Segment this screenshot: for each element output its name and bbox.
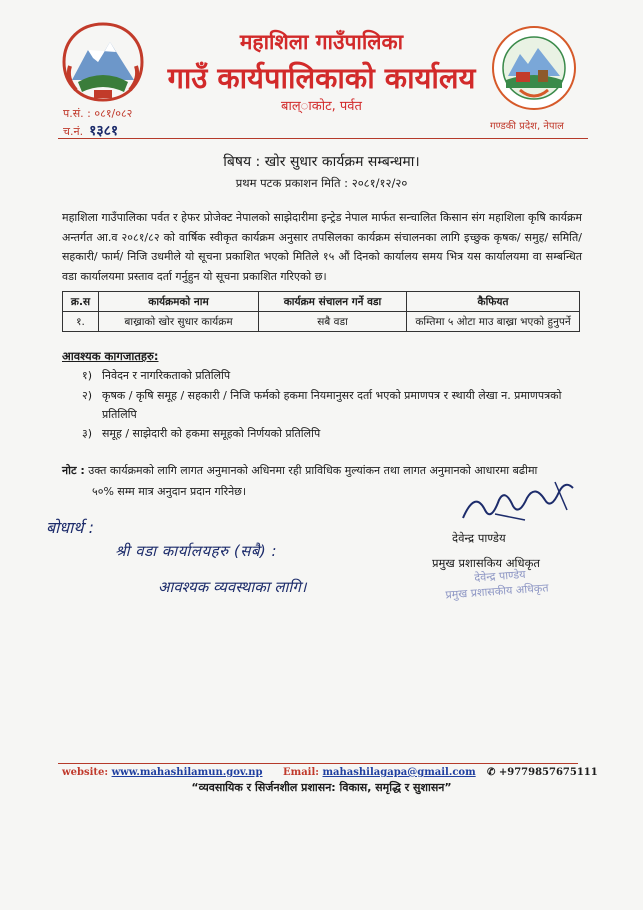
cell-ward: सबै वडा xyxy=(259,312,407,332)
list-item xyxy=(82,366,230,385)
signer-title: प्रमुख प्रशासकिय अधिकृत xyxy=(432,556,540,570)
cell-remarks: कम्तिमा ५ ओटा माउ बाख्रा भएको हुनुपर्ने xyxy=(407,312,580,332)
email-label: Email: xyxy=(283,767,319,778)
province-label: गण्डकी प्रदेश, नेपाल xyxy=(490,121,564,132)
list-item-text: समूह / साझेदारी को हकमा समूहको निर्णयको प्रतिलिपि xyxy=(102,427,321,440)
list-item xyxy=(82,386,582,424)
signer-name: देवेन्द्र पाण्डेय xyxy=(452,531,506,545)
notice-subject: बिषय : खोर सुधार कार्यक्रम सम्बन्धमा। xyxy=(223,154,420,170)
note-label: नोट : xyxy=(62,464,85,477)
office-location: बाल्ाकोट, पर्वत xyxy=(281,99,362,114)
bodharth-label: बोधार्थ : xyxy=(46,518,94,537)
list-item-text: निवेदन र नागरिकताको प्रतिलिपि xyxy=(102,369,231,382)
signature-icon xyxy=(455,470,585,530)
program-table xyxy=(62,291,580,332)
list-item-number: २) xyxy=(82,389,93,402)
col-header-ward: कार्यक्रम संचालन गर्ने वडा xyxy=(259,292,407,312)
col-header-remarks: कैफियत xyxy=(407,292,580,312)
municipality-name: महाशिला गाउँपालिका xyxy=(239,30,404,54)
official-stamp xyxy=(444,564,576,609)
note-text-2: ५०% सम्म मात्र अनुदान प्रदान गरिनेछ। xyxy=(92,485,247,498)
website-info xyxy=(62,767,262,778)
office-name: गाउँ कार्यपालिकाको कार्यालय xyxy=(167,61,476,95)
cell-program: बाख्राको खोर सुधार कार्यक्रम xyxy=(99,312,259,332)
list-item-number: ३) xyxy=(82,427,93,440)
stamp-name: देवेन्द्र पाण्डेय xyxy=(473,567,526,585)
stamp-title: प्रमुख प्रशासकीय अधिकृत xyxy=(445,581,549,602)
fiscal-year-ref: प.सं. : ०८१/०८२ xyxy=(63,107,133,120)
list-item xyxy=(82,424,320,443)
col-header-serial: क्र.स xyxy=(63,292,99,312)
cell-serial: १. xyxy=(63,312,99,332)
website-label: website: xyxy=(62,767,109,778)
email-link[interactable]: mahashilagapa@gmail.com xyxy=(322,767,476,778)
notice-body: महाशिला गाउँपालिका पर्वत र हेफर प्रोजेक्ट नेपालको साझेदारीमा इन्ट्रेड नेपाल मार्फत सन्चालित किसान संग महाशिला कृषि कार्यक्रम अन्तर्गत आ.व २०८१/८२ को वार्षिक स्वीकृत कार्यक्रम अनुसार तपसिलका कार्यक्रम संचालनका लागि इच्छुक कृषक/ समुह/ समिति/ सहकारी/ फार्म/ निजि उधमीले यो सूचना प्रकाशित भएको मितिले १५ औं दिनको कार्यालय समय भित्र यस कार्यालयमा वा सम्बन्धित वडा कार्यालयमा प्रस्ताव दर्ता गर्नुहुन यो सूचना प्रकाशित गरिएको छ। xyxy=(62,211,582,283)
list-item-number: १) xyxy=(82,369,93,382)
publication-date: प्रथम पटक प्रकाशन मिति : २०८१/१२/२० xyxy=(235,176,408,190)
list-item-text: कृषक / कृषि समूह / सहकारी / निजि फर्मको हकमा नियमानुसर दर्ता भएको प्रमाणपत्र र स्थायी लेखा न. प्रमाणपत्रको प्रतिलिपि xyxy=(102,389,562,421)
dispatch-number: १३८१ xyxy=(89,123,119,139)
phone-number: ✆ +9779857675111 xyxy=(487,767,598,778)
dispatch-label: च.नं. xyxy=(63,125,84,138)
note-text-1: उक्त कार्यक्रमको लागि लागत अनुमानको अधिनमा रही प्राविधिक मुल्यांकन तथा लागत अनुमानको आधारमा बढीमा xyxy=(88,464,538,477)
handwritten-line-2: आवश्यक व्यवस्थाका लागि। xyxy=(158,578,307,596)
email-info xyxy=(283,767,476,778)
requirements-title: आवश्यक कागजातहरु: xyxy=(62,349,159,363)
slogan: “व्यवसायिक र सिर्जनशील प्रशासन: विकास, समृद्धि र सुशासन” xyxy=(191,781,452,794)
handwritten-line-1: श्री वडा कार्यालयहरु (सबै) : xyxy=(115,542,278,560)
website-link[interactable]: www.mahashilamun.gov.np xyxy=(111,767,263,778)
footer-divider xyxy=(58,763,578,764)
table-header-row xyxy=(63,292,580,312)
table-row xyxy=(63,312,580,332)
header-divider xyxy=(58,138,588,139)
col-header-program: कार्यक्रमको नाम xyxy=(99,292,259,312)
